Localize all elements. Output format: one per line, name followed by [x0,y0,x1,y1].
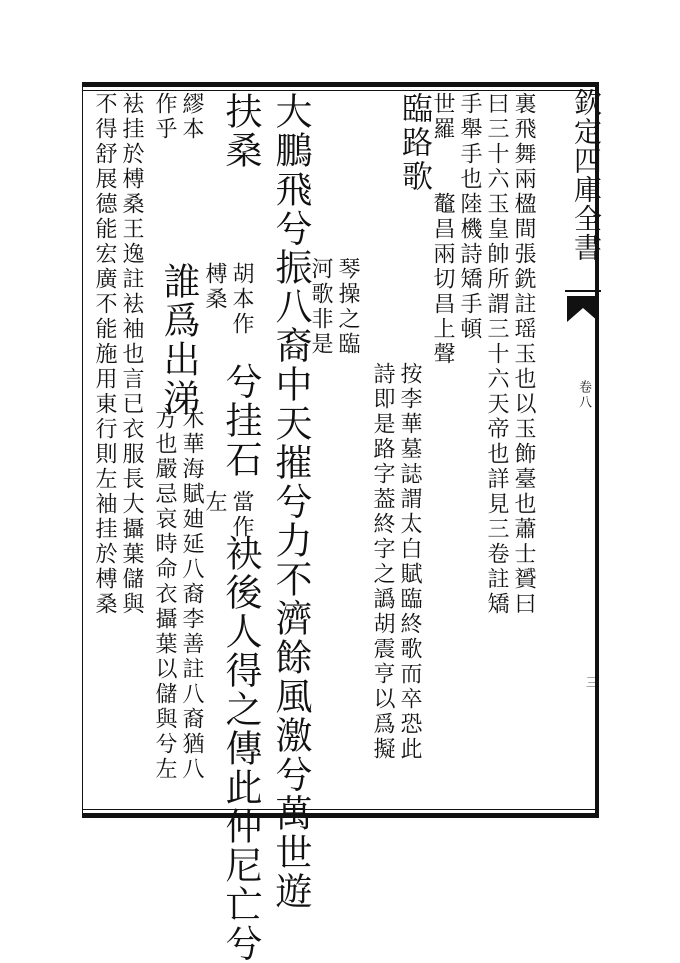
top-border-inner [82,90,599,91]
text-column-20: 誰爲出涕 [157,262,200,418]
text-column-6: 按李華墓誌謂太白賦臨終歌而卒恐此 [397,362,422,762]
volume-label: 卷八 [576,380,591,410]
text-column-3: 手舉手也陸機詩矯手頓 [457,92,482,342]
fishtail-icon [567,296,599,322]
text-column-14: 兮挂石 [219,362,262,479]
text-column-5: 臨路歌 [396,92,432,194]
text-column-18: 繆本 [179,92,204,142]
text-column-8: 琴操之臨 [335,257,360,357]
text-column-13: 榑桑 [202,262,227,312]
text-column-23: 袪挂於榑桑王逸註袪袖也言已衣服長大攝葉儲與 [119,92,144,617]
text-column-9: 河歌非是 [308,257,333,357]
text-column-12: 胡本作 [229,262,254,337]
text-column-21: 木華海賦廸延八裔李善註八裔猶八 [179,407,204,782]
page-number: 三 [586,676,600,691]
text-column-2: 曰三十六玉皇帥所謂三十六天帝也詳見三卷註矯 [484,92,509,617]
text-column-1: 裏飛舞兩楹間張銑註瑶玉也以玉飾臺也蕭士贇曰 [511,92,536,617]
fishtail-divider [565,290,601,292]
text-column-10: 大鵬飛兮振八裔中天摧兮力不濟餘風激兮萬世遊 [269,92,312,911]
book-title: 欽定四庫全書 [570,88,603,262]
text-column-16: 左 [202,490,227,515]
bottom-border [82,813,599,818]
text-column-24: 不得舒展德能宏廣不能施用東行則左袖挂於榑桑 [92,92,117,617]
left-border [82,82,83,818]
text-column-15: 當作 [229,490,254,540]
text-column-7: 詩即是路字葢終字之譌胡震亨以爲擬 [370,362,395,762]
text-column-4: 世羅 鼇昌兩切昌上聲 [430,92,455,367]
text-column-17: 袂後人得之傳此仲尼亡兮 [219,534,262,963]
text-column-11: 扶桑 [219,92,262,170]
text-column-19: 作乎 [152,92,177,142]
top-border [82,82,599,87]
bottom-border-inner [82,809,599,810]
text-column-22: 方也嚴忌哀時命衣攝葉以儲與兮左 [152,407,177,782]
